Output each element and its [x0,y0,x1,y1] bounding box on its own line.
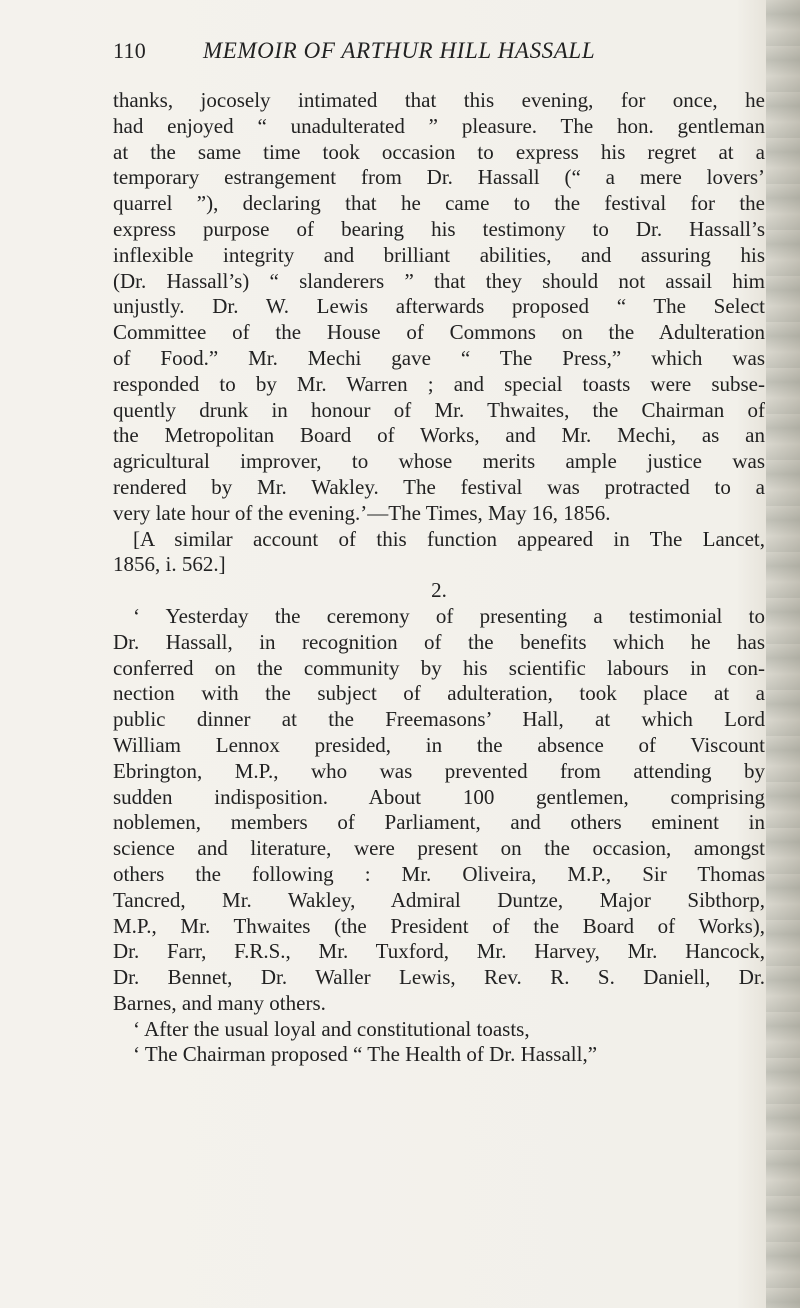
text-line: William Lennox presided, in the absence of Viscount [113,732,765,757]
text-line: quarrel ”), declaring that he came to the festival for the [113,191,765,216]
text-line: express purpose of bearing his testimony to Dr. Hassall’s [113,216,765,241]
text-line: responded to by Mr. Warren ; and special toasts were subse- [113,371,765,396]
body-text [113,88,765,1068]
page-number: 110 [113,38,147,63]
text-line: ‘ Yesterday the ceremony of presenting a testimonial to [133,603,765,628]
text-line: Dr. Bennet, Dr. Waller Lewis, Rev. R. S. Daniell, Dr. [113,965,765,990]
text-line: very late hour of the evening.’—The Times, May 16, 1856. [113,500,611,525]
text-line: Ebrington, M.P., who was prevented from attending by [113,758,765,783]
text-line: Tancred, Mr. Wakley, Admiral Duntze, Major Sibthorp, [113,887,765,912]
text-line: had enjoyed “ unadulterated ” pleasure. The hon. gentleman [113,113,765,138]
text-line: Dr. Hassall, in recognition of the benefits which he has [113,629,765,654]
text-line: ‘ The Chairman proposed “ The Health of Dr. Hassall,” [133,1042,598,1067]
text-line: others the following : Mr. Oliveira, M.P., Sir Thomas [113,861,765,886]
text-line: ‘ After the usual loyal and constitutional toasts, [133,1016,530,1041]
text-line: conferred on the community by his scientific labours in con- [113,655,765,680]
text-line: the Metropolitan Board of Works, and Mr. Mechi, as an [113,423,765,448]
text-line: Barnes, and many others. [113,990,326,1015]
text-line: rendered by Mr. Wakley. The festival was protracted to a [113,474,765,499]
text-line: Committee of the House of Commons on the Adulteration [113,320,765,345]
text-line: temporary estrangement from Dr. Hassall (“ a mere lovers’ [113,165,765,190]
running-title: MEMOIR OF ARTHUR HILL HASSALL [203,38,596,63]
text-line: public dinner at the Freemasons’ Hall, at which Lord [113,707,765,732]
text-line: nection with the subject of adulteration, took place at a [113,681,765,706]
text-line: noblemen, members of Parliament, and others eminent in [113,810,765,835]
text-line: science and literature, were present on the occasion, amongst [113,836,765,861]
text-line: thanks, jocosely intimated that this evening, for once, he [113,88,765,112]
text-line: Dr. Farr, F.R.S., Mr. Tuxford, Mr. Harvey, Mr. Hancock, [113,939,765,964]
text-line: M.P., Mr. Thwaites (the President of the Board of Works), [113,913,765,938]
section-number: 2. [431,578,447,603]
page-edge-shadow [766,0,800,1308]
text-line: at the same time took occasion to express his regret at a [113,139,765,164]
text-line: sudden indisposition. About 100 gentlemen, comprising [113,784,765,809]
text-line: 1856, i. 562.] [113,552,226,577]
text-line: (Dr. Hassall’s) “ slanderers ” that they should not assail him [113,268,765,293]
text-line: agricultural improver, to whose merits ample justice was [113,449,765,474]
text-line: inflexible integrity and brilliant abilities, and assuring his [113,242,765,267]
text-line: unjustly. Dr. W. Lewis afterwards proposed “ The Select [113,294,765,319]
text-line: of Food.” Mr. Mechi gave “ The Press,” which was [113,345,765,370]
text-line: quently drunk in honour of Mr. Thwaites, the Chairman of [113,397,765,422]
text-line: [A similar account of this function appeared in The Lancet, [133,526,765,551]
